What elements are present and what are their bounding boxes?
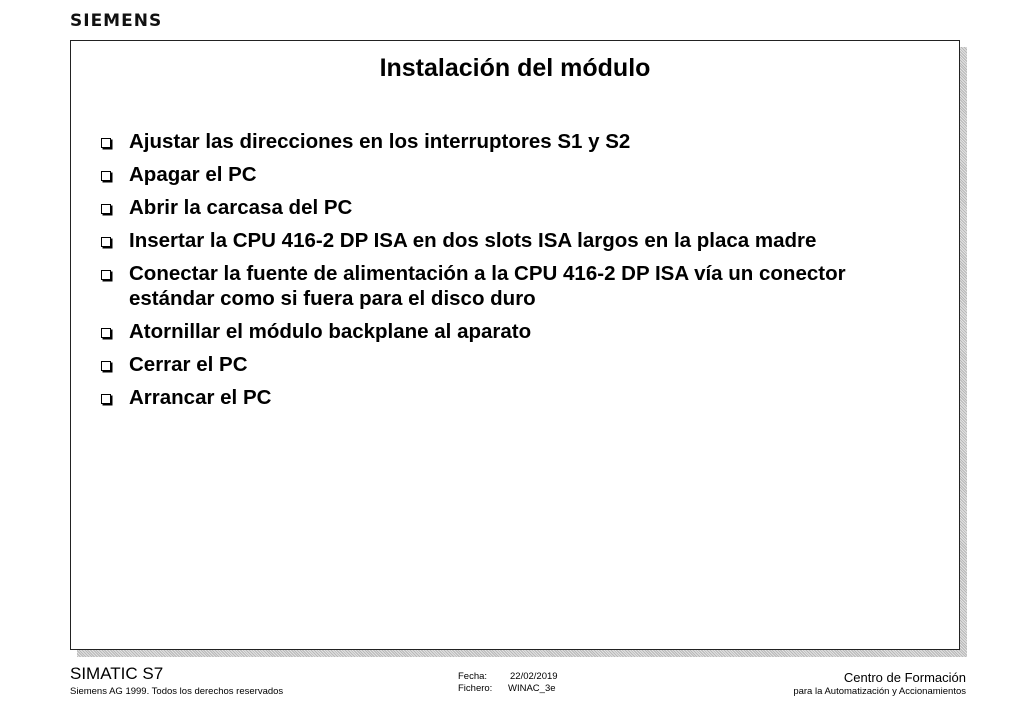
bullet-item bbox=[95, 352, 895, 377]
bullet-text: Arrancar el PC bbox=[129, 386, 272, 409]
footer-meta bbox=[458, 671, 558, 695]
footer-file-value: WINAC_3e bbox=[508, 683, 556, 694]
footer-file-row bbox=[458, 683, 558, 695]
footer-center-subtitle: para la Automatización y Accionamientos bbox=[793, 686, 966, 697]
slide-frame bbox=[70, 40, 960, 650]
footer-date-row bbox=[458, 671, 558, 683]
checkbox-square-icon bbox=[101, 138, 111, 148]
footer-center-title: Centro de Formación bbox=[843, 670, 966, 685]
bullet-item bbox=[95, 162, 895, 187]
bullet-item bbox=[95, 319, 895, 344]
bullet-text: Atornillar el módulo backplane al aparato bbox=[129, 320, 532, 343]
slide-title: Instalación del módulo bbox=[379, 54, 651, 82]
bullet-item bbox=[95, 261, 895, 311]
footer-date-value: 22/02/2019 bbox=[510, 671, 558, 682]
bullet-text: Conectar la fuente de alimentación a la CPU 416-2 DP ISA vía un conector estándar como si fuera para el disco duro bbox=[129, 262, 846, 310]
checkbox-square-icon bbox=[101, 270, 111, 280]
bullet-item bbox=[95, 129, 895, 154]
footer-date-label: Fecha: bbox=[458, 671, 488, 682]
bullet-text: Insertar la CPU 416-2 DP ISA en dos slots ISA largos en la placa madre bbox=[129, 229, 817, 252]
checkbox-square-icon bbox=[101, 171, 111, 181]
checkbox-square-icon bbox=[101, 237, 111, 247]
checkbox-square-icon bbox=[101, 204, 111, 214]
footer-copyright: Siemens AG 1999. Todos los derechos reservados bbox=[70, 686, 284, 697]
bullet-text: Apagar el PC bbox=[129, 163, 257, 186]
footer-file-label: Fichero: bbox=[458, 683, 493, 694]
bullet-item bbox=[95, 228, 895, 253]
siemens-logo: SIEMENS bbox=[70, 11, 163, 31]
bullet-item bbox=[95, 195, 895, 220]
footer-center-info bbox=[793, 670, 966, 698]
bullet-item bbox=[95, 385, 895, 410]
bullet-text: Cerrar el PC bbox=[129, 353, 248, 376]
footer-product: SIMATIC S7 bbox=[70, 664, 164, 683]
checkbox-square-icon bbox=[101, 361, 111, 371]
checkbox-square-icon bbox=[101, 328, 111, 338]
checkbox-square-icon bbox=[101, 394, 111, 404]
bullet-list bbox=[95, 129, 895, 418]
bullet-text: Ajustar las direcciones en los interruptores S1 y S2 bbox=[129, 130, 631, 153]
bullet-text: Abrir la carcasa del PC bbox=[129, 196, 353, 219]
